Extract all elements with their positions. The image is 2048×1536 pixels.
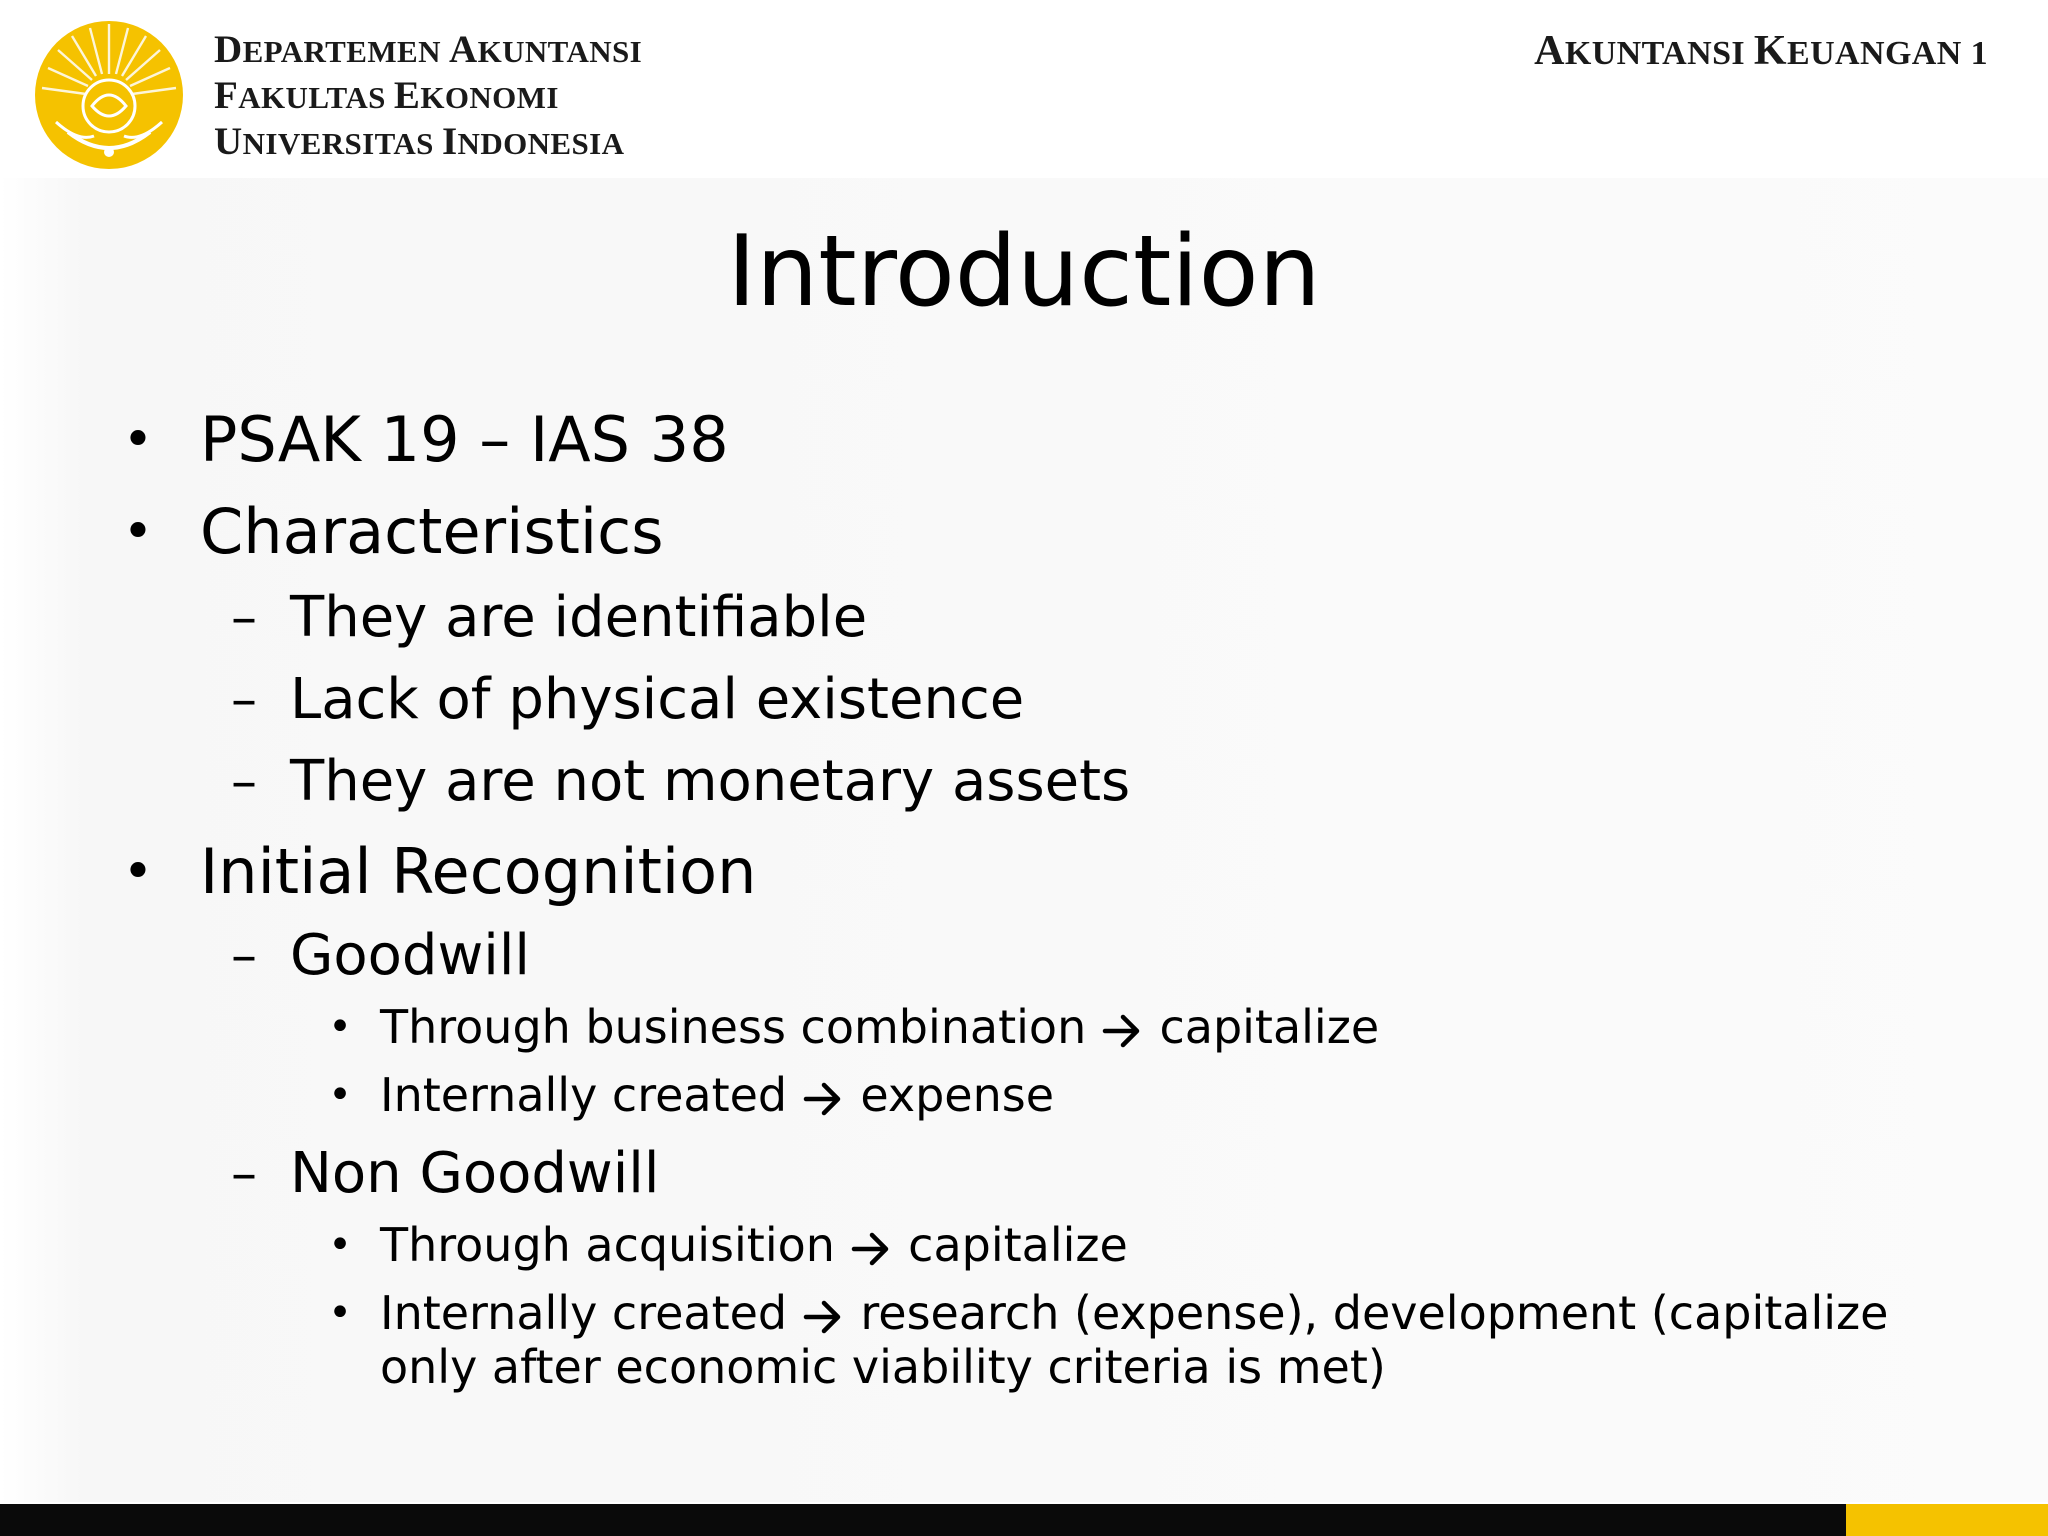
arrow-wrap (802, 1068, 846, 1122)
bullet-text: They are not monetary assets (290, 749, 1131, 814)
bullet-item-level-1 (0, 398, 2048, 482)
bullet-text: Goodwill (290, 923, 530, 988)
right-arrow-icon (802, 1079, 846, 1119)
bullet-continuation (0, 1338, 2048, 1396)
bullet-text: Characteristics (200, 495, 664, 568)
dash-marker: – (231, 926, 257, 986)
bullet-item-level-2 (0, 918, 2048, 994)
bullet-text-after: expense (845, 1068, 1055, 1122)
bullet-marker: • (328, 1290, 352, 1336)
bullet-item-level-1 (0, 490, 2048, 574)
dash-marker: – (231, 752, 257, 812)
bullet-item-level-1 (0, 830, 2048, 914)
institution-line-faculty: FAKULTAS EKONOMI (214, 74, 559, 117)
bullet-item-level-3 (0, 1284, 2048, 1342)
bullet-text (380, 1284, 1888, 1342)
bullet-item-level-2 (0, 1136, 2048, 1212)
bullet-item-level-3 (0, 998, 2048, 1056)
bullet-text: They are identifiable (290, 585, 868, 650)
bullet-text: PSAK 19 – IAS 38 (200, 403, 729, 476)
footer-accent (1846, 1504, 2048, 1536)
institution-block (214, 28, 642, 166)
bullet-text-before: Internally created (380, 1068, 802, 1122)
bullet-text: Non Goodwill (290, 1141, 660, 1206)
bullet-item-level-2 (0, 744, 2048, 820)
bullet-marker: • (122, 502, 154, 562)
institution-line-university: UNIVERSITAS INDONESIA (214, 120, 625, 163)
bullet-text-after: capitalize (1144, 1000, 1380, 1054)
bullet-text-before: Through business combination (380, 1000, 1101, 1054)
makara-ui-logo (28, 14, 190, 176)
bullet-marker: • (328, 1004, 352, 1050)
bullet-text-before: Through acquisition (380, 1218, 850, 1272)
bullet-marker: • (328, 1072, 352, 1118)
bullet-item-level-2 (0, 580, 2048, 656)
bullet-text: Initial Recognition (200, 835, 757, 908)
bullet-item-level-2 (0, 662, 2048, 738)
dash-marker: – (231, 1144, 257, 1204)
bullet-marker: • (328, 1222, 352, 1268)
bullet-continuation-text: only after economic viability criteria is met) (380, 1340, 1386, 1394)
institution-line-department: DEPARTEMEN AKUNTANSI (214, 28, 643, 71)
dash-marker: – (231, 670, 257, 730)
arrow-wrap (850, 1218, 894, 1272)
right-arrow-icon (802, 1297, 846, 1337)
bullet-item-level-3 (0, 1066, 2048, 1124)
bullet-text: Lack of physical existence (290, 667, 1025, 732)
bullet-text-after: research (expense), development (capitalize (845, 1286, 1889, 1340)
bullet-text (380, 1216, 1128, 1274)
bullet-text (380, 1066, 1054, 1124)
right-arrow-icon (850, 1229, 894, 1269)
dash-marker: – (231, 588, 257, 648)
bullet-text-after: capitalize (893, 1218, 1128, 1272)
slide-title: Introduction (727, 215, 1321, 329)
footer-bar (0, 1504, 2048, 1536)
bullet-item-level-3 (0, 1216, 2048, 1274)
bullet-text-before: Internally created (380, 1286, 802, 1340)
course-title: AKUNTANSI KEUANGAN 1 (1534, 28, 1988, 74)
bullet-marker: • (122, 410, 154, 470)
bullet-marker: • (122, 842, 154, 902)
arrow-wrap (802, 1286, 846, 1340)
bullet-text (380, 998, 1379, 1056)
right-arrow-icon (1101, 1011, 1145, 1051)
arrow-wrap (1101, 1000, 1145, 1054)
